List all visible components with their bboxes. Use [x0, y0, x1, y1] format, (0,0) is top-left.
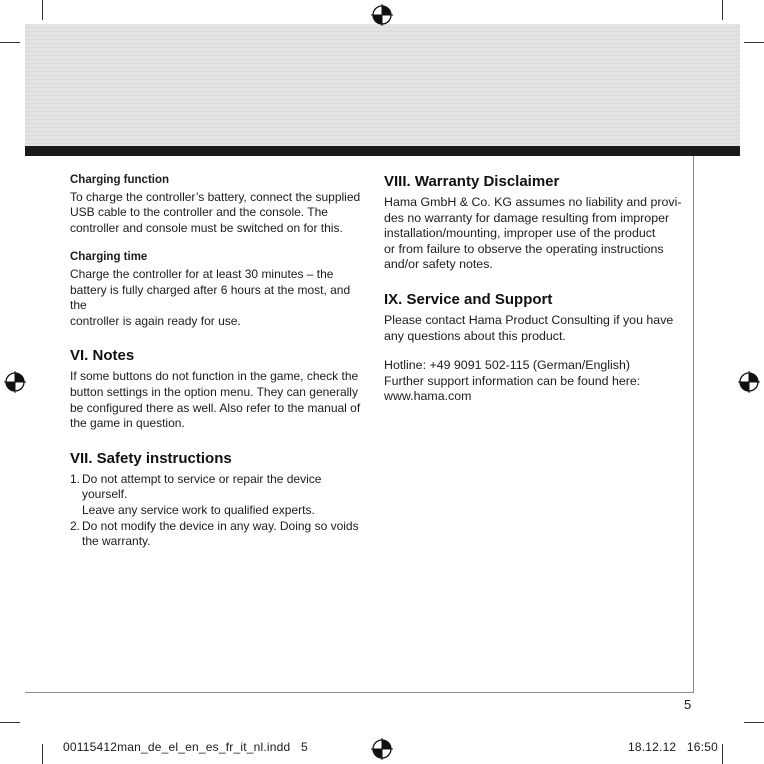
crop-mark-top-left-h [0, 42, 20, 43]
charging-time-section [70, 250, 366, 329]
page-number: 5 [684, 697, 692, 712]
charging-function-heading: Charging function [70, 174, 170, 186]
safety-item-line: Leave any service work to qualified experts. [82, 502, 315, 517]
crop-mark-top-left-v [42, 0, 43, 20]
registration-mark-bottom-icon [371, 738, 393, 760]
safety-item-number: 1. [70, 471, 81, 486]
service-line: Please contact Hama Product Consulting if you have [384, 312, 674, 327]
warranty-section [384, 173, 684, 273]
registration-mark-left-icon [4, 371, 26, 393]
service-heading: IX. Service and Support [384, 290, 553, 308]
warranty-line: installation/mounting, improper use of the product [384, 226, 656, 241]
charging-time-heading: Charging time [70, 251, 148, 264]
crop-mark-bottom-right-v [722, 744, 723, 764]
safety-item [70, 519, 366, 550]
warranty-line: or from failure to observe the operating instructions [384, 241, 664, 256]
left-column [70, 173, 366, 550]
footer-date-time: 18.12.12 16:50 [628, 740, 718, 754]
crop-mark-bottom-left-v [42, 744, 43, 764]
charging-time-line: controller is again ready for use. [70, 313, 241, 328]
warranty-line: des no warranty for damage resulting from improper [384, 210, 670, 225]
crop-mark-bottom-right-h [744, 722, 764, 723]
warranty-line: Hama GmbH & Co. KG assumes no liability and provi- [384, 195, 682, 209]
charging-time-line: Charge the controller for at least 30 minutes – the [70, 266, 334, 281]
notes-line: If some buttons do not function in the game, check the [70, 369, 359, 384]
bottom-rule-line [25, 692, 694, 693]
warranty-line: and/or safety notes. [384, 257, 493, 272]
hotline-line: Hotline: +49 9091 502-115 (German/English) [384, 358, 631, 373]
charging-function-section [70, 173, 366, 236]
notes-line: the game in question. [70, 416, 185, 431]
charging-function-line: controller and console must be switched on for this. [70, 220, 343, 235]
safety-heading: VII. Safety instructions [70, 449, 232, 467]
notes-heading: VI. Notes [70, 347, 135, 365]
charging-time-line: battery is fully charged after 6 hours at the most, and the [70, 282, 351, 313]
safety-list [70, 472, 366, 550]
notes-line: be configured there as well. Also refer to the manual of [70, 400, 361, 415]
safety-item-line: the warranty. [82, 534, 151, 549]
column-divider-line [693, 156, 694, 692]
safety-item [70, 472, 366, 519]
footer-file-name: 00115412man_de_el_en_es_fr_it_nl.indd 5 [63, 740, 308, 754]
notes-section [70, 347, 366, 431]
registration-mark-top-icon [371, 4, 393, 26]
crop-mark-top-right-h [744, 42, 764, 43]
safety-item-number: 2. [70, 518, 81, 533]
safety-section [70, 450, 366, 550]
charging-function-line: USB cable to the controller and the console. The [70, 205, 328, 220]
service-line: any questions about this product. [384, 328, 566, 343]
charging-function-line: To charge the controller’s battery, connect the supplied [70, 189, 361, 204]
safety-item-line: Do not attempt to service or repair the device yourself. [82, 471, 322, 502]
service-section [384, 291, 684, 405]
safety-item-line: Do not modify the device in any way. Doing so voids [82, 518, 359, 533]
website-link[interactable]: www.hama.com [384, 389, 472, 404]
support-info-line: Further support information can be found here: [384, 373, 641, 388]
header-bar [25, 146, 740, 156]
registration-mark-right-icon [738, 371, 760, 393]
crop-mark-top-right-v [722, 0, 723, 20]
crop-mark-bottom-left-h [0, 722, 20, 723]
header-band [25, 24, 740, 146]
right-column [384, 173, 684, 405]
notes-line: button settings in the option menu. They can generally [70, 384, 358, 399]
warranty-heading: VIII. Warranty Disclaimer [384, 173, 560, 190]
